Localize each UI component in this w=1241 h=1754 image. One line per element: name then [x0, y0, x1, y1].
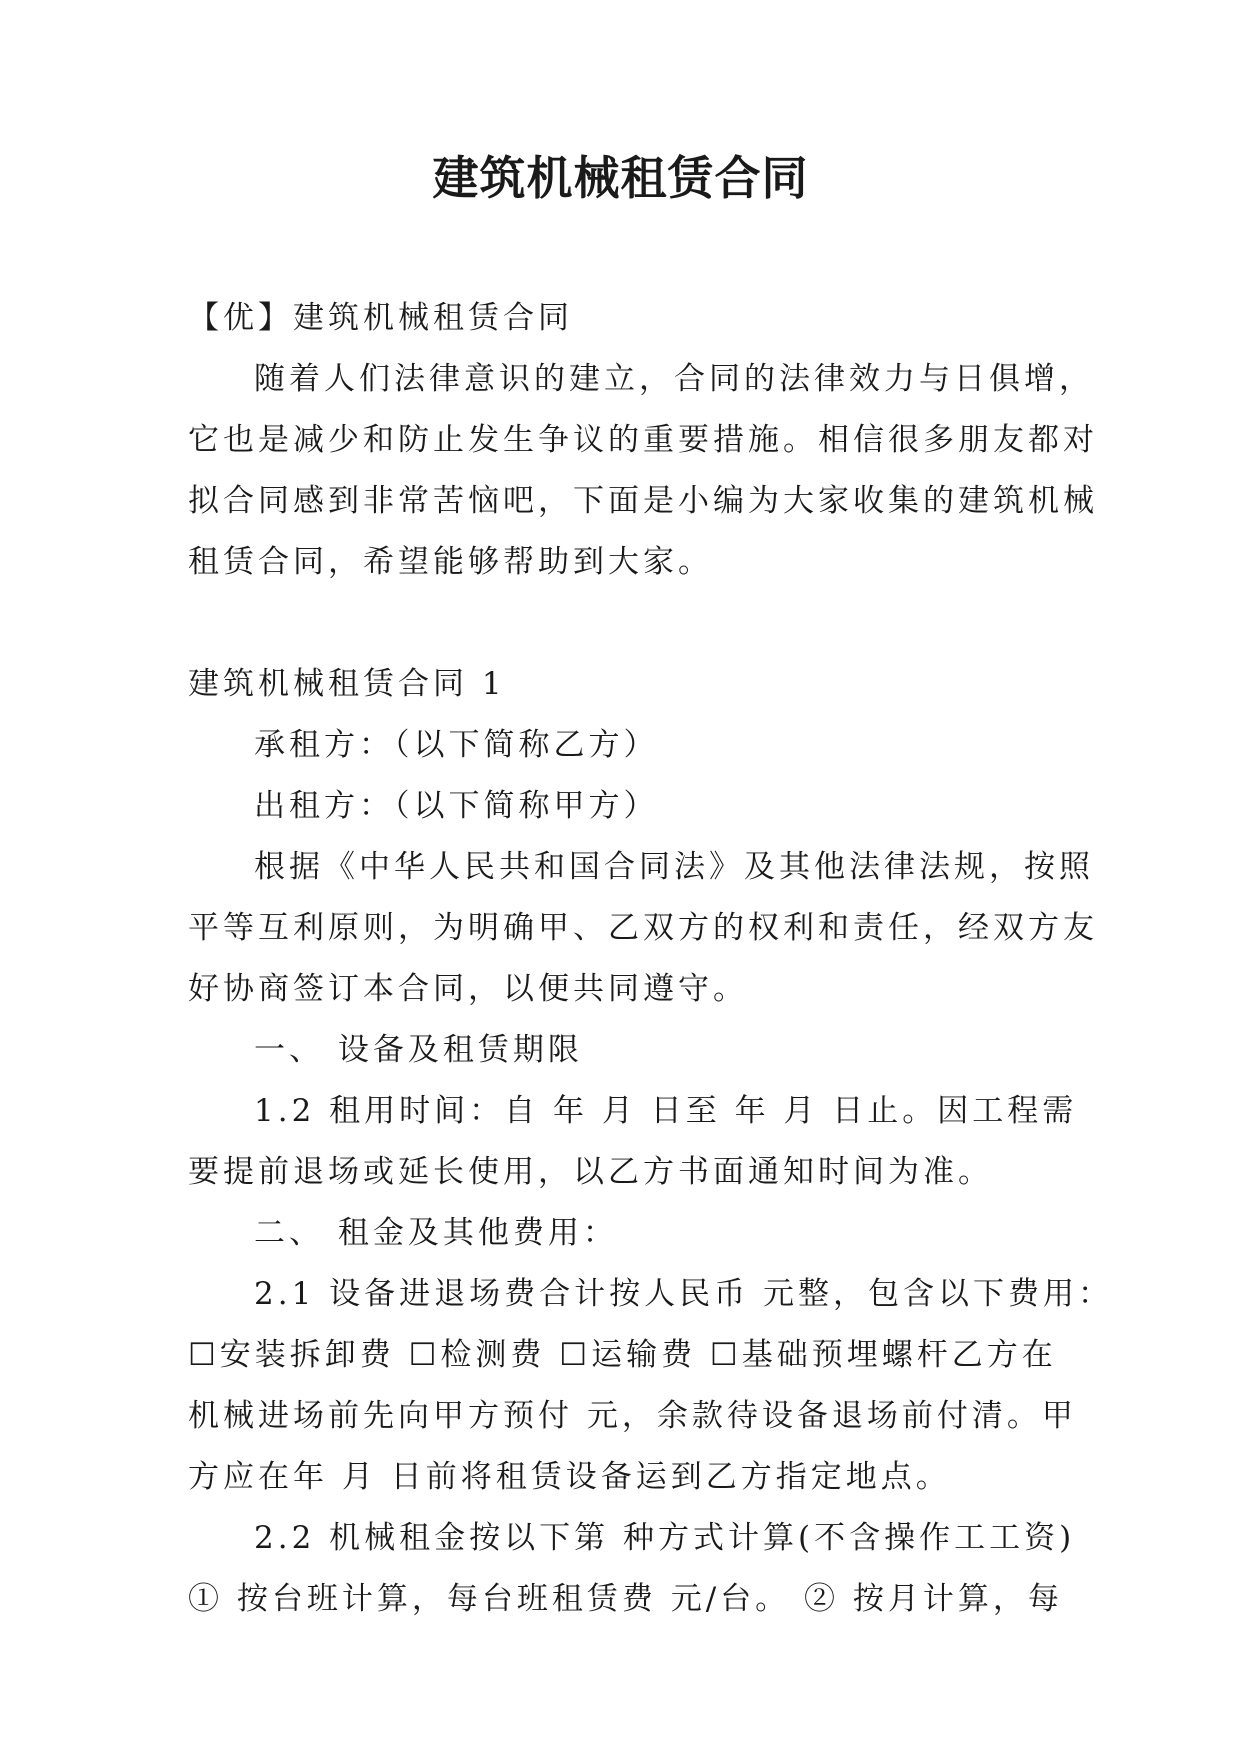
document-title: 建筑机械租赁合同	[432, 151, 809, 205]
lessee-line: 承租方：（以下简称乙方）	[254, 727, 659, 763]
paragraph-line: 好协商签订本合同，以便共同遵守。	[188, 971, 748, 1007]
clause-line: 1.2 租用时间：自 年 月 日至 年 月 日止。因工程需	[254, 1093, 1078, 1129]
clause-line: 要提前退场或延长使用，以乙方书面通知时间为准。	[188, 1154, 993, 1190]
paragraph-line: 随着人们法律意识的建立，合同的法律效力与日俱增，	[254, 361, 1094, 397]
lessor-line: 出租方：（以下简称甲方）	[254, 788, 659, 824]
clause-line: 机械进场前先向甲方预付 元，余款待设备退场前付清。甲	[188, 1398, 1077, 1434]
paragraph-line: 根据《中华人民共和国合同法》及其他法律法规，按照	[254, 849, 1094, 885]
section-heading: 二、 租金及其他费用：	[254, 1215, 618, 1251]
paragraph-line: 它也是减少和防止发生争议的重要措施。相信很多朋友都对	[188, 422, 1098, 458]
clause-line: 2.1 设备进退场费合计按人民币 元整，包含以下费用：	[254, 1276, 1114, 1312]
section-heading: 一、 设备及租赁期限	[254, 1032, 583, 1068]
document-heading-line: 【优】建筑机械租赁合同	[188, 300, 573, 336]
contract-section-title: 建筑机械租赁合同 1	[188, 666, 506, 702]
clause-line: 方应在年 月 日前将租赁设备运到乙方指定地点。	[188, 1459, 951, 1495]
paragraph-line: 拟合同感到非常苦恼吧，下面是小编为大家收集的建筑机械	[188, 483, 1098, 519]
clause-line: ① 按台班计算，每台班租赁费 元/台。 ② 按月计算，每	[188, 1581, 1063, 1617]
checkbox-options-line: ☐安装拆卸费 ☐检测费 ☐运输费 ☐基础预埋螺杆乙方在	[188, 1337, 1057, 1373]
paragraph-line: 租赁合同，希望能够帮助到大家。	[188, 544, 713, 580]
clause-line: 2.2 机械租金按以下第 种方式计算(不含操作工工资)	[254, 1520, 1076, 1556]
document-body	[188, 288, 1114, 1630]
blank-line	[188, 593, 1068, 654]
paragraph-line: 平等互利原则，为明确甲、乙双方的权利和责任，经双方友	[188, 910, 1098, 946]
